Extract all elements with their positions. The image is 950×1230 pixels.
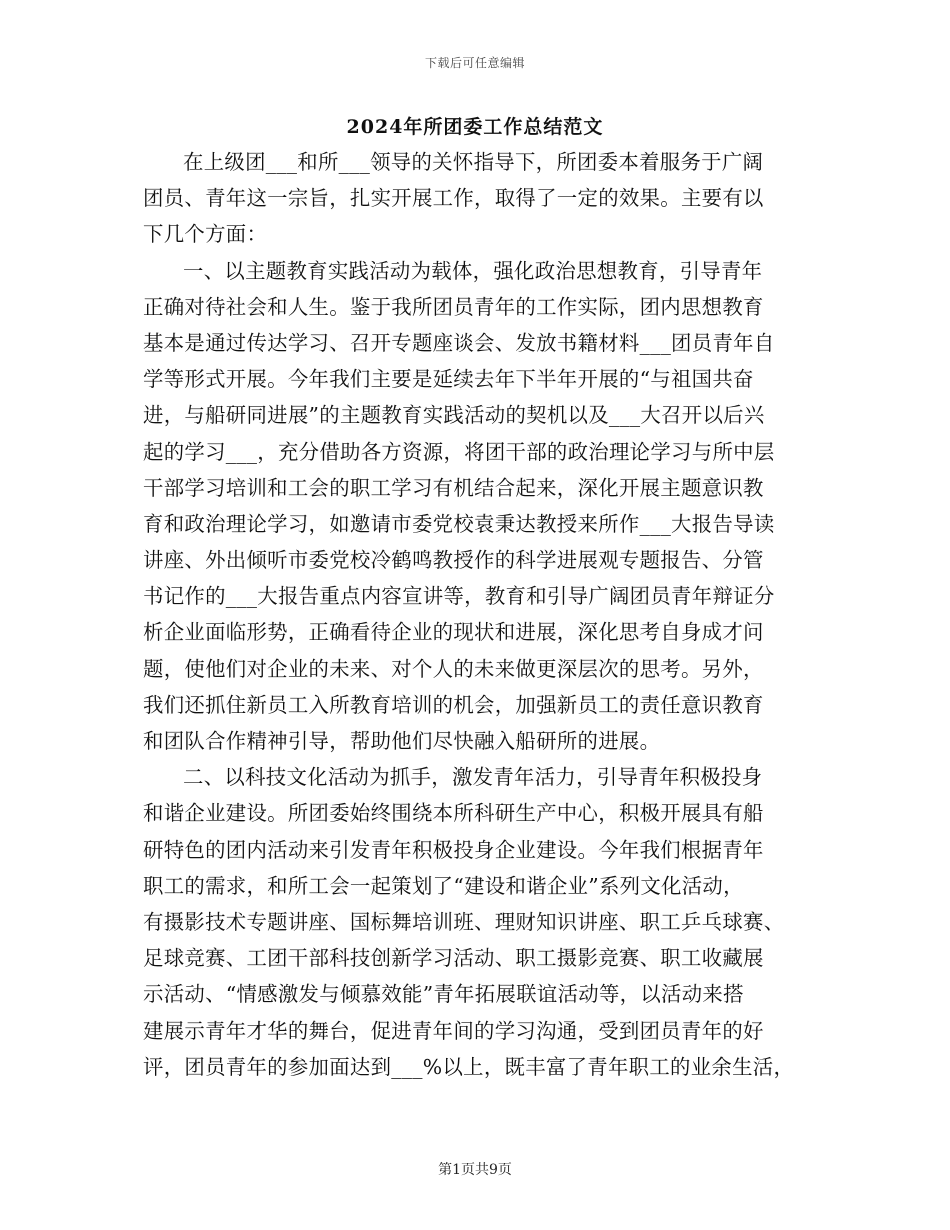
body-line: 建展示青年才华的舞台，促进青年间的学习沟通，受到团员青年的好 <box>143 1018 764 1043</box>
body-line: 基本是通过传达学习、召开专题座谈会、发放书籍材料___团员青年自 <box>143 330 775 355</box>
body-line: 学等形式开展。今年我们主要是延续去年下半年开展的“与祖国共奋 <box>143 367 754 392</box>
body-line: 有摄影技术专题讲座、国标舞培训班、理财知识讲座、职工乒乓球赛、 <box>143 909 785 934</box>
body-line: 二、以科技文化活动为抓手，激发青年活力，引导青年积极投身 <box>183 765 763 790</box>
body-line: 题，使他们对企业的未来、对个人的未来做更深层次的思考。另外， <box>143 656 764 681</box>
body-line: 育和政治理论学习，如邀请市委党校袁秉达教授来所作___大报告导读 <box>143 511 775 536</box>
body-line: 讲座、外出倾听市委党校冷鹤鸣教授作的科学进展观专题报告、分管 <box>143 548 764 573</box>
body-line: 示活动、“情感激发与倾慕效能”青年拓展联谊活动等，以活动来搭 <box>143 982 744 1007</box>
body-line: 足球竞赛、工团干部科技创新学习活动、职工摄影竞赛、职工收藏展 <box>143 946 764 971</box>
body-line: 析企业面临形势，正确看待企业的现状和进展，深化思考自身成才问 <box>143 620 764 645</box>
body-line: 评，团员青年的参加面达到___%以上，既丰富了青年职工的业余生活， <box>143 1054 795 1079</box>
body-line: 和谐企业建设。所团委始终围绕本所科研生产中心，积极开展具有船 <box>143 801 764 826</box>
body-line: 在上级团___和所___领导的关怀指导下，所团委本着服务于广阔 <box>183 150 764 174</box>
body-line: 团员、青年这一宗旨，扎实开展工作，取得了一定的效果。主要有以 <box>143 186 764 211</box>
body-line: 起的学习___，充分借助各方资源，将团干部的政治理论学习与所中层 <box>143 439 775 464</box>
page-number: 第1页共9页 <box>438 1162 512 1178</box>
body-line: 下几个方面： <box>143 222 268 247</box>
body-line: 和团队合作精神引导，帮助他们尽快融入船研所的进展。 <box>143 729 661 753</box>
header-note: 下载后可任意编辑 <box>424 56 525 70</box>
body-line: 正确对待社会和人生。鉴于我所团员青年的工作实际，团内思想教育 <box>143 294 764 319</box>
document-title: 2024年所团委工作总结范文 <box>346 116 604 138</box>
body-line: 我们还抓住新员工入所教育培训的机会，加强新员工的责任意识教育 <box>143 692 764 717</box>
body-line: 一、以主题教育实践活动为载体，强化政治思想教育，引导青年 <box>183 258 763 283</box>
body-line: 研特色的团内活动来引发青年积极投身企业建设。今年我们根据青年 <box>143 837 764 862</box>
body-line: 职工的需求，和所工会一起策划了“建设和谐企业”系列文化活动， <box>143 873 744 898</box>
body-line: 书记作的___大报告重点内容宣讲等，教育和引导广阔团员青年辩证分 <box>143 584 775 609</box>
document-body <box>143 144 811 1085</box>
body-line: 进，与船研同进展”的主题教育实践活动的契机以及___大召开以后兴 <box>143 403 765 428</box>
body-line: 干部学习培训和工会的职工学习有机结合起来，深化开展主题意识教 <box>143 475 764 500</box>
